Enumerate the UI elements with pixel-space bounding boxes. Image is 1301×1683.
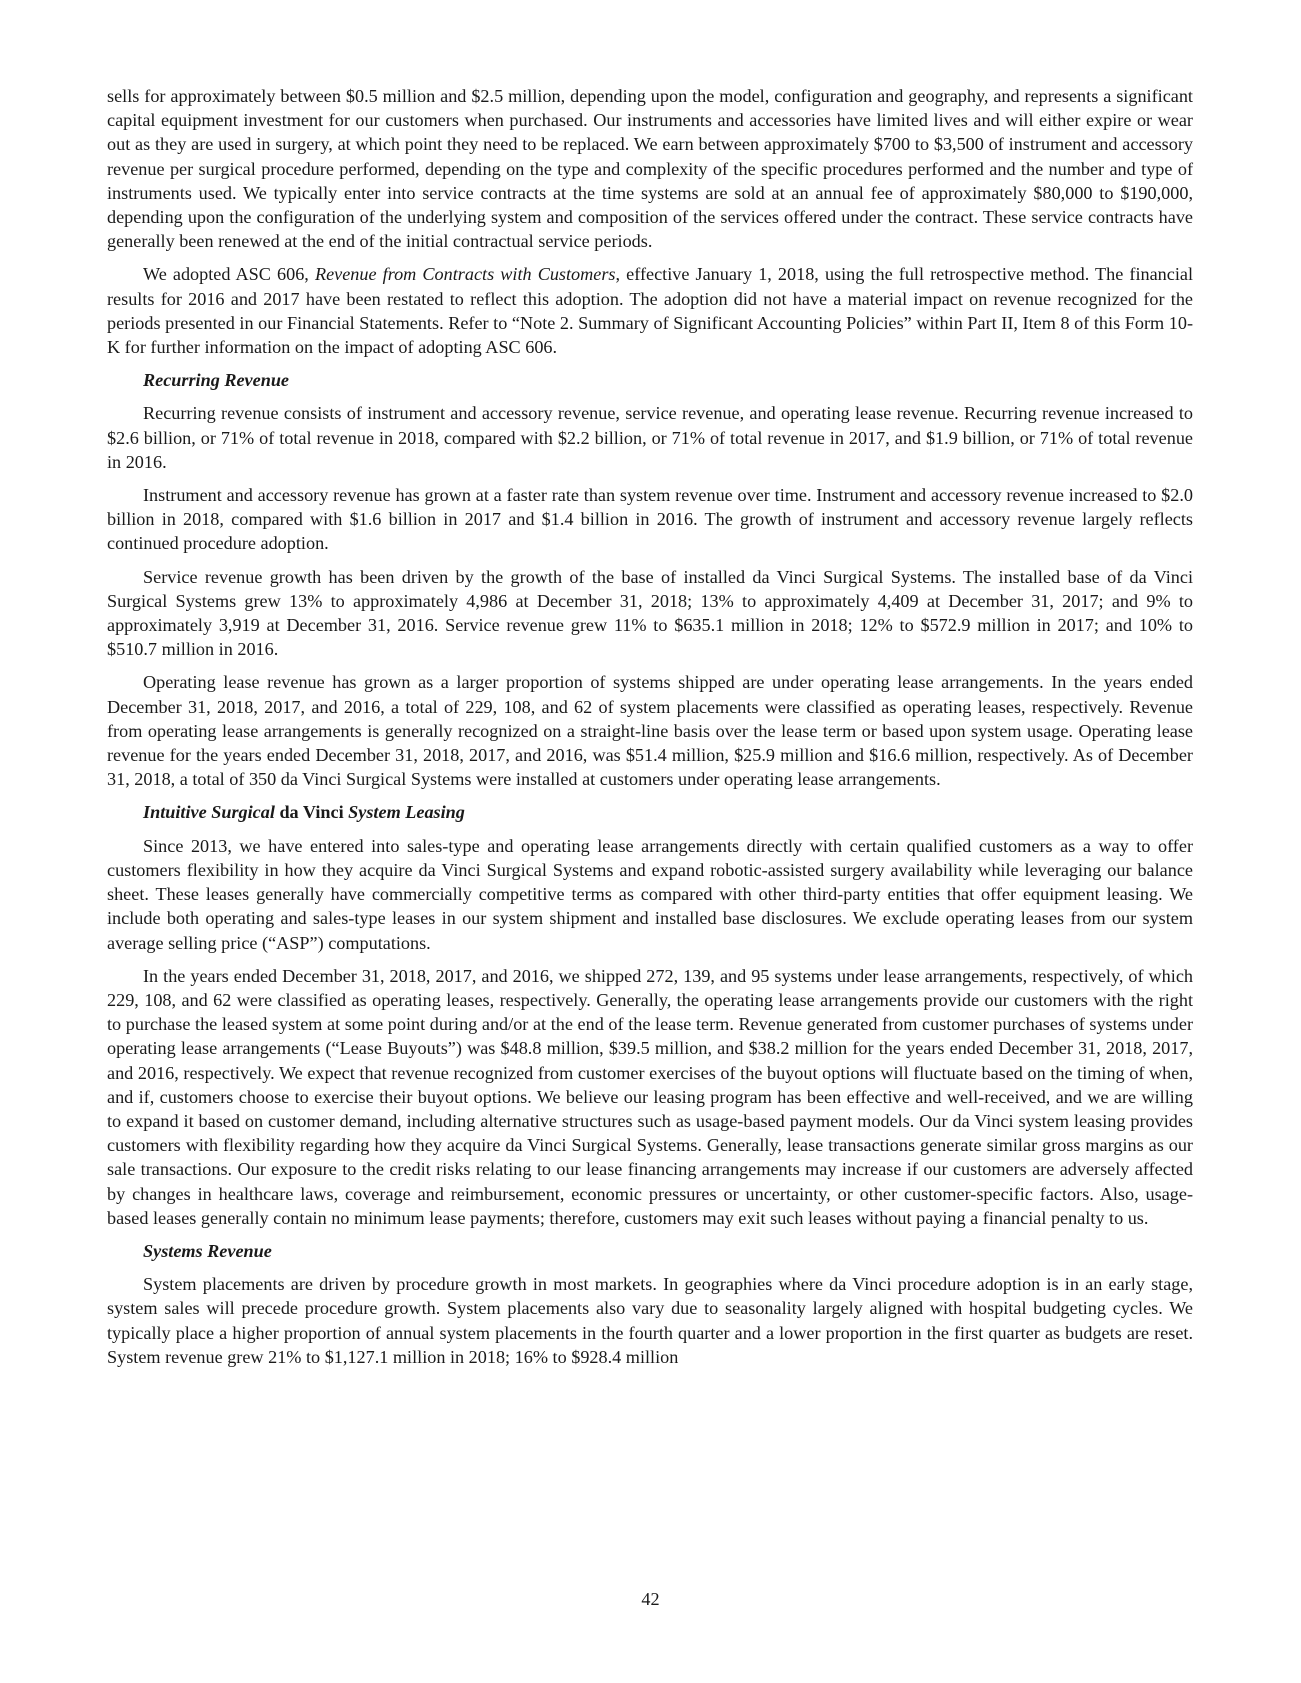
heading-recurring-revenue: Recurring Revenue: [143, 370, 290, 391]
heading-leasing-product: da Vinci: [274, 802, 349, 823]
paragraph-instrument-accessory: Instrument and accessory revenue has grown at a faster rate than system revenue over time. Instrument and accessory revenue increased to $2.0 billion in 2018, compared with $1.6 billion in 2017 and $1.4 billion in 2016. The growth of instrument and accessory revenue largely reflects continued procedure adoption.: [107, 485, 1193, 554]
paragraph-operating-lease: Operating lease revenue has grown as a larger proportion of systems shipped are under operating lease arrangements. In the years ended December 31, 2018, 2017, and 2016, a total of 229, 108, and 62 of system placements were classified as operating leases, respectively. Revenue from operating lease arrangements is generally recognized on a straight-line basis over the lease term or based upon system usage. Operating lease revenue for the years ended December 31, 2018, 2017, and 2016, was $51.4 million, $25.9 million and $16.6 million, respectively. As of December 31, 2018, a total of 350 da Vinci Surgical Systems were installed at customers under operating lease arrangements.: [107, 672, 1193, 790]
heading-system-leasing: [143, 800, 1193, 824]
paragraph-system-pricing: sells for approximately between $0.5 million and $2.5 million, depending upon the model, configuration and geography, and represents a significant capital equipment investment for our customers when purchased. Our instruments and accessories have limited lives and will either expire or wear out as they are used in surgery, at which point they need to be replaced. We earn between approximately $700 to $3,500 of instrument and accessory revenue per surgical procedure performed, depending on the type and complexity of the specific procedures performed and the number and type of instruments used. We typically enter into service contracts at the time systems are sold at an annual fee of approximately $80,000 to $190,000, depending upon the configuration of the underlying system and composition of the services offered under the contract. These service contracts have generally been renewed at the end of the initial contractual service periods.: [107, 86, 1193, 252]
asc-606-standard-title: Revenue from Contracts with Customers: [314, 264, 616, 285]
paragraph-system-placements: System placements are driven by procedure growth in most markets. In geographies where da Vinci procedure adoption is in an early stage, system sales will precede procedure growth. System placements also vary due to seasonality largely aligned with hospital budgeting cycles. We typically place a higher proportion of annual system placements in the fourth quarter and a lower proportion in the first quarter as budgets are reset. System revenue grew 21% to $1,127.1 million in 2018; 16% to $928.4 million: [107, 1274, 1193, 1367]
heading-leasing-company: Intuitive Surgical: [143, 802, 275, 823]
document-body: [107, 84, 1193, 1378]
paragraph-service-revenue: Service revenue growth has been driven by the growth of the base of installed da Vinci Surgical Systems. The installed base of da Vinci Surgical Systems grew 13% to approximately 4,986 at December 31, 2018; 13% to approximately 4,409 at December 31, 2017; and 9% to approximately 3,919 at December 31, 2016. Service revenue grew 11% to $635.1 million in 2018; 12% to $572.9 million in 2017; and 10% to $510.7 million in 2016.: [107, 566, 1193, 660]
paragraph-lease-arrangements: Since 2013, we have entered into sales-type and operating lease arrangements directly with certain qualified customers as a way to offer customers flexibility in how they acquire da Vinci Surgical Systems and expand robotic-assisted surgery availability while leveraging our balance sheet. These leases generally have commercially competitive terms as compared with other third-party entities that offer equipment leasing. We include both operating and sales-type leases in our system shipment and installed base disclosures. We exclude operating leases from our system average selling price (“ASP”) computations.: [107, 835, 1193, 953]
paragraph-lease-shipments: In the years ended December 31, 2018, 2017, and 2016, we shipped 272, 139, and 95 systems under lease arrangements, respectively, of which 229, 108, and 62 were classified as operating leases, respectively. Generally, the operating lease arrangements provide our customers with the right to purchase the leased system at some point during and/or at the end of the lease term. Revenue generated from customer purchases of systems under operating lease arrangements (“Lease Buyouts”) was $48.8 million, $39.5 million, and $38.2 million for the years ended December 31, 2018, 2017, and 2016, respectively. We expect that revenue recognized from customer exercises of the buyout options will fluctuate based on the timing of when, and if, customers choose to exercise their buyout options. We believe our leasing program has been effective and well-received, and we are willing to expand it based on customer demand, including alternative structures such as usage-based payment models. Our da Vinci system leasing provides customers with flexibility regarding how they acquire da Vinci Surgical Systems. Generally, lease transactions generate similar gross margins as our sale transactions. Our exposure to the credit risks relating to our lease financing arrangements may increase if our customers are adversely affected by changes in healthcare laws, coverage and reimbursement, economic pressures or uncertainty, or other customer-specific factors. Also, usage-based leases generally contain no minimum lease payments; therefore, customers may exit such leases without paying a financial penalty to us.: [107, 965, 1193, 1228]
heading-leasing-topic: System Leasing: [348, 802, 465, 823]
page-number: 42: [641, 1589, 660, 1609]
asc-606-text-end: , effective January 1, 2018, using the full retrospective method. The financial results for 2016 and 2017 have been restated to reflect this adoption. The adoption did not have a material impact on revenue recognized for the periods presented in our Financial Statements. Refer to “Note 2. Summary of Significant Accounting Policies” within Part II, Item 8 of this Form 10-K for further information on the impact of adopting ASC 606.: [107, 264, 1194, 358]
paragraph-asc-606: [107, 262, 1193, 359]
asc-606-text-start: We adopted ASC 606,: [143, 264, 315, 285]
heading-systems-revenue: Systems Revenue: [143, 1240, 272, 1261]
paragraph-recurring-revenue: Recurring revenue consists of instrument and accessory revenue, service revenue, and operating lease revenue. Recurring revenue increased to $2.6 billion, or 71% of total revenue in 2018, compared with $2.2 billion, or 71% of total revenue in 2017, and $1.9 billion, or 71% of total revenue in 2016.: [107, 403, 1193, 472]
